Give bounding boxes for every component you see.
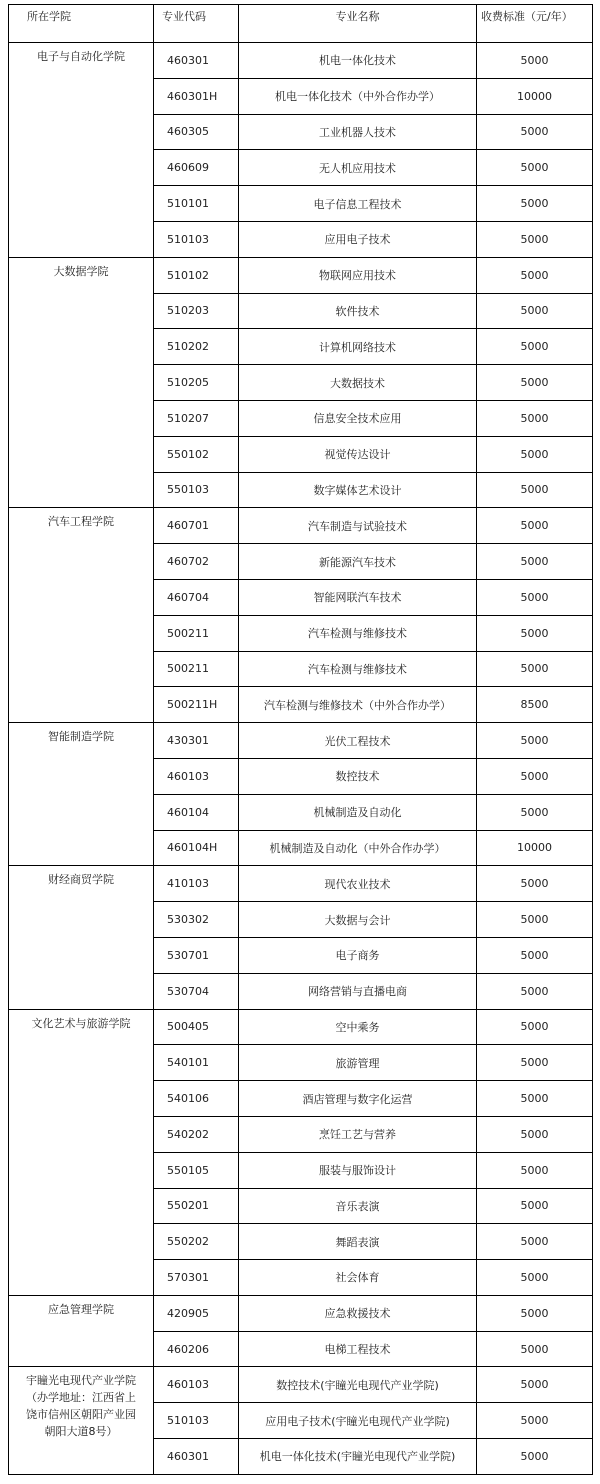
major-name-cell: 机电一体化技术 <box>239 43 477 79</box>
fee-cell: 5000 <box>477 973 593 1009</box>
fee-cell: 8500 <box>477 687 593 723</box>
fee-cell: 5000 <box>477 43 593 79</box>
major-name-cell: 光伏工程技术 <box>239 723 477 759</box>
header-name: 专业名称 <box>239 5 477 43</box>
fee-cell: 5000 <box>477 1224 593 1260</box>
table-row <box>9 508 593 544</box>
fee-cell: 5000 <box>477 1260 593 1296</box>
major-code-cell: 460609 <box>154 150 239 186</box>
major-code-cell: 550202 <box>154 1224 239 1260</box>
header-college: 所在学院 <box>9 5 154 43</box>
major-name-cell: 机电一体化技术(宇瞳光电现代产业学院) <box>239 1439 477 1475</box>
major-name-cell: 软件技术 <box>239 293 477 329</box>
college-name-line: 应急管理学院 <box>48 1302 114 1316</box>
major-code-cell: 460301 <box>154 1439 239 1475</box>
fee-cell: 5000 <box>477 1188 593 1224</box>
table-row <box>9 257 593 293</box>
major-name-cell: 数控技术 <box>239 758 477 794</box>
major-code-cell: 550201 <box>154 1188 239 1224</box>
major-name-cell: 酒店管理与数字化运营 <box>239 1081 477 1117</box>
major-code-cell: 410103 <box>154 866 239 902</box>
major-code-cell: 500211H <box>154 687 239 723</box>
fee-cell: 5000 <box>477 365 593 401</box>
major-code-cell: 420905 <box>154 1295 239 1331</box>
fee-cell: 5000 <box>477 1009 593 1045</box>
fee-cell: 5000 <box>477 293 593 329</box>
fee-cell: 5000 <box>477 615 593 651</box>
major-name-cell: 电子信息工程技术 <box>239 186 477 222</box>
major-code-cell: 460704 <box>154 579 239 615</box>
header-fee: 收费标准（元/年） <box>477 5 593 43</box>
fee-cell: 5000 <box>477 723 593 759</box>
fee-cell: 5000 <box>477 1152 593 1188</box>
major-code-cell: 510102 <box>154 257 239 293</box>
major-name-cell: 新能源汽车技术 <box>239 544 477 580</box>
major-code-cell: 510103 <box>154 221 239 257</box>
table-row <box>9 43 593 79</box>
major-code-cell: 550102 <box>154 436 239 472</box>
fee-cell: 5000 <box>477 544 593 580</box>
major-code-cell: 550103 <box>154 472 239 508</box>
major-name-cell: 服装与服饰设计 <box>239 1152 477 1188</box>
major-code-cell: 460702 <box>154 544 239 580</box>
fee-cell: 5000 <box>477 1439 593 1475</box>
fee-cell: 5000 <box>477 758 593 794</box>
major-name-cell: 汽车检测与维修技术 <box>239 651 477 687</box>
fee-cell: 5000 <box>477 329 593 365</box>
fee-cell: 5000 <box>477 186 593 222</box>
college-name-line: 宇瞳光电现代产业学院 <box>26 1374 136 1388</box>
fee-cell: 5000 <box>477 400 593 436</box>
major-name-cell: 机电一体化技术（中外合作办学） <box>239 78 477 114</box>
major-name-cell: 大数据技术 <box>239 365 477 401</box>
fee-cell: 5000 <box>477 579 593 615</box>
major-code-cell: 530302 <box>154 902 239 938</box>
major-name-cell: 网络营销与直播电商 <box>239 973 477 1009</box>
major-code-cell: 540106 <box>154 1081 239 1117</box>
major-name-cell: 汽车检测与维修技术（中外合作办学） <box>239 687 477 723</box>
major-code-cell: 530701 <box>154 937 239 973</box>
major-name-cell: 应急救援技术 <box>239 1295 477 1331</box>
major-name-cell: 数控技术(宇瞳光电现代产业学院) <box>239 1367 477 1403</box>
fee-table <box>8 4 593 1475</box>
major-name-cell: 电梯工程技术 <box>239 1331 477 1367</box>
major-name-cell: 音乐表演 <box>239 1188 477 1224</box>
major-code-cell: 460301 <box>154 43 239 79</box>
fee-cell: 5000 <box>477 866 593 902</box>
fee-cell: 5000 <box>477 1331 593 1367</box>
college-cell <box>9 1367 154 1474</box>
college-name-line: 智能制造学院 <box>48 730 114 744</box>
major-name-cell: 机械制造及自动化（中外合作办学） <box>239 830 477 866</box>
major-code-cell: 510202 <box>154 329 239 365</box>
major-name-cell: 信息安全技术应用 <box>239 400 477 436</box>
fee-cell: 5000 <box>477 221 593 257</box>
college-name-line: 电子与自动化学院 <box>37 50 125 63</box>
fee-cell: 5000 <box>477 1295 593 1331</box>
college-name-line: 朝阳大道8号） <box>44 1425 118 1439</box>
college-cell <box>9 508 154 723</box>
major-name-cell: 机械制造及自动化 <box>239 794 477 830</box>
major-name-cell: 现代农业技术 <box>239 866 477 902</box>
major-name-cell: 社会体育 <box>239 1260 477 1296</box>
major-name-cell: 烹饪工艺与营养 <box>239 1116 477 1152</box>
table-row <box>9 1295 593 1331</box>
major-code-cell: 460104H <box>154 830 239 866</box>
major-name-cell: 旅游管理 <box>239 1045 477 1081</box>
major-name-cell: 汽车制造与试验技术 <box>239 508 477 544</box>
college-cell <box>9 43 154 258</box>
fee-cell: 5000 <box>477 257 593 293</box>
major-name-cell: 工业机器人技术 <box>239 114 477 150</box>
table-row <box>9 1367 593 1403</box>
college-name-line: （办学地址：江西省上 <box>26 1391 136 1405</box>
fee-cell: 5000 <box>477 1081 593 1117</box>
header-code: 专业代码 <box>154 5 239 43</box>
table-row <box>9 866 593 902</box>
major-code-cell: 510207 <box>154 400 239 436</box>
major-code-cell: 500211 <box>154 615 239 651</box>
college-name-line: 大数据学院 <box>53 264 109 278</box>
major-name-cell: 无人机应用技术 <box>239 150 477 186</box>
fee-cell: 5000 <box>477 1045 593 1081</box>
fee-cell: 10000 <box>477 830 593 866</box>
major-code-cell: 510203 <box>154 293 239 329</box>
major-name-cell: 视觉传达设计 <box>239 436 477 472</box>
table-row <box>9 723 593 759</box>
fee-cell: 5000 <box>477 794 593 830</box>
fee-cell: 5000 <box>477 150 593 186</box>
college-name-line: 文化艺术与旅游学院 <box>31 1016 131 1030</box>
table-row <box>9 1009 593 1045</box>
major-name-cell: 大数据与会计 <box>239 902 477 938</box>
major-code-cell: 430301 <box>154 723 239 759</box>
major-name-cell: 汽车检测与维修技术 <box>239 615 477 651</box>
fee-cell: 5000 <box>477 114 593 150</box>
college-cell <box>9 1009 154 1295</box>
college-name-line: 饶市信州区朝阳产业园 <box>26 1408 136 1422</box>
major-code-cell: 540101 <box>154 1045 239 1081</box>
major-name-cell: 智能网联汽车技术 <box>239 579 477 615</box>
major-code-cell: 510103 <box>154 1403 239 1439</box>
major-code-cell: 460305 <box>154 114 239 150</box>
major-name-cell: 舞蹈表演 <box>239 1224 477 1260</box>
fee-cell: 10000 <box>477 78 593 114</box>
major-name-cell: 数字媒体艺术设计 <box>239 472 477 508</box>
major-code-cell: 460103 <box>154 758 239 794</box>
college-cell <box>9 1295 154 1367</box>
major-name-cell: 空中乘务 <box>239 1009 477 1045</box>
fee-cell: 5000 <box>477 436 593 472</box>
fee-cell: 5000 <box>477 472 593 508</box>
major-name-cell: 应用电子技术 <box>239 221 477 257</box>
major-code-cell: 540202 <box>154 1116 239 1152</box>
college-cell <box>9 723 154 866</box>
major-name-cell: 物联网应用技术 <box>239 257 477 293</box>
major-code-cell: 460104 <box>154 794 239 830</box>
major-code-cell: 500211 <box>154 651 239 687</box>
fee-cell: 5000 <box>477 508 593 544</box>
header-row <box>9 5 593 43</box>
major-code-cell: 460206 <box>154 1331 239 1367</box>
fee-cell: 5000 <box>477 1367 593 1403</box>
major-code-cell: 460701 <box>154 508 239 544</box>
college-name-line: 汽车工程学院 <box>48 515 114 529</box>
major-name-cell: 计算机网络技术 <box>239 329 477 365</box>
major-code-cell: 460103 <box>154 1367 239 1403</box>
table-body <box>9 43 593 1475</box>
major-code-cell: 550105 <box>154 1152 239 1188</box>
fee-cell: 5000 <box>477 1403 593 1439</box>
major-code-cell: 510101 <box>154 186 239 222</box>
fee-cell: 5000 <box>477 1116 593 1152</box>
college-cell <box>9 866 154 1009</box>
major-code-cell: 570301 <box>154 1260 239 1296</box>
fee-cell: 5000 <box>477 937 593 973</box>
fee-cell: 5000 <box>477 651 593 687</box>
major-code-cell: 530704 <box>154 973 239 1009</box>
major-code-cell: 460301H <box>154 78 239 114</box>
major-code-cell: 500405 <box>154 1009 239 1045</box>
major-code-cell: 510205 <box>154 365 239 401</box>
college-name-line: 财经商贸学院 <box>48 873 114 887</box>
college-cell <box>9 257 154 508</box>
major-name-cell: 电子商务 <box>239 937 477 973</box>
fee-cell: 5000 <box>477 902 593 938</box>
major-name-cell: 应用电子技术(宇瞳光电现代产业学院) <box>239 1403 477 1439</box>
